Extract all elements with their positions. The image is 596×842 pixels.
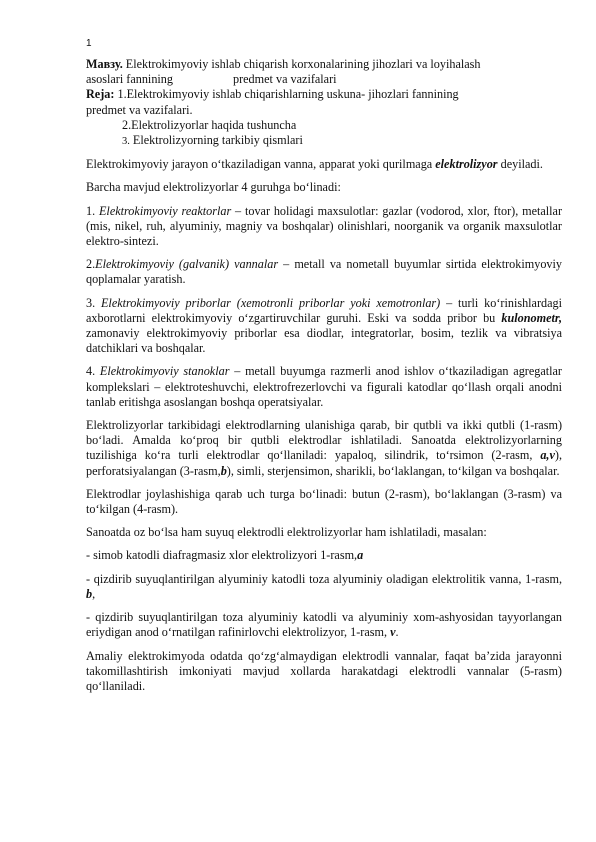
list-item-refining [86, 610, 562, 640]
term-reactors: Elektrokimyoviy reaktorlar [98, 203, 232, 218]
paragraph-group-4 [86, 364, 562, 410]
text-run: , [92, 586, 96, 601]
text-run: 3. [86, 295, 101, 310]
reja-label: Reja: [86, 87, 115, 102]
term-machines: Elektrokimyoviy stanoklar [99, 364, 230, 379]
text-run: 4. [86, 364, 100, 379]
text-run: – metall va nometall buyumlar sirtida elektrokimyoviy qoplamalar yaratish. [86, 257, 562, 287]
plan-item-1-number: 1. [114, 87, 127, 102]
text-run: - qizdirib suyuqlantirilgan alyuminiy katodli toza alyuminiy oladigan elektrolitik vanna, 1-rasm, [86, 571, 562, 586]
topic-line-2b: predmet va vazifalari [233, 72, 337, 87]
term-elektrolizyor: elektrolizyor [435, 157, 498, 172]
figure-ref: b [220, 463, 227, 478]
text-run: 1. [86, 203, 99, 218]
list-item-aluminium-bath [86, 572, 562, 602]
figure-ref: a,v [540, 448, 555, 463]
text-run: - qizdirib suyuqlantirilgan toza alyuminiy katodli va alyuminiy xom-ashyosidan tayyorlangan eriydigan anod oʻrnatilgan rafinirlovchi elektrolizyor, 1-rasm, [86, 610, 562, 640]
text-run: – metall buyumga razmerli anod ishlov oʻtkaziladigan agregatlar komplekslari – elektroteshuvchi, elektrofrezerlovchi va figurali katodlar qoʻllash orqali anodni tanlab eritishga asoslangan boshqa operatsiyalar. [86, 364, 562, 409]
term-devices: Elektrokimyoviy priborlar (xemotronli priborlar yoki xemotronlar) [100, 295, 441, 310]
text-run: 2. [86, 257, 96, 272]
paragraph-group-2 [86, 257, 562, 287]
figure-ref: v [390, 625, 396, 640]
document-body [86, 57, 562, 702]
paragraph-groups-intro: Barcha mavjud elektrolizyorlar 4 guruhga boʻlinadi: [86, 180, 341, 195]
text-run: . [395, 625, 399, 640]
term-galvanic-baths: Elektrokimyoviy (galvanik) vannalar [95, 257, 279, 272]
plan-item-1-line-1: Elektrokimyoviy ishlab chiqarishlarning uskuna- jihozlari fannining [126, 87, 459, 102]
paragraph-definition [86, 157, 562, 172]
text-run: zamonaviy elektrokimyoviy priborlar esa diodlar, integratorlar, bosim, tezlik va vibratsiya datchiklari va boshqalar. [86, 326, 562, 356]
text-run: - simob katodli diafragmasiz xlor elektrolizyori 1-rasm, [86, 548, 358, 563]
paragraph-electrode-placement: Elektrodlar joylashishiga qarab uch turga boʻlinadi: butun (2-rasm), boʻlaklangan (3-rasm) va toʻkilgan (4-rasm). [86, 486, 562, 517]
text-run: – tovar holidagi maxsulotlar: gazlar (vodorod, xlor, ftor), metallar (mis, nikel, ruh, alyuminiy, magniy va boshqalar) olinishlari, noorganik va organik maxsulotlar elektro-sintezi. [86, 203, 563, 249]
text-run: ), perforatsiyalangan (3-rasm, [86, 448, 562, 478]
paragraph-liquid-electrodes: Sanoatda oz boʻlsa ham suyuq elektrodli elektrolizyorlar ham ishlatiladi, masalan: [86, 525, 487, 540]
figure-ref: b [86, 586, 93, 601]
plan-item-2: 2.Elektrolizyorlar haqida tushuncha [122, 117, 297, 132]
paragraph-moving-electrodes: Amaliy elektrokimyoda odatda qoʻzgʻalmaydigan elektrodli vannalar, faqat ba’zida jarayonni takomillashtirish imkoniyati mavjud xollarda harakatdagi elektrodli vannalar (5-rasm) qoʻllaniladi. [86, 648, 562, 693]
plan-section [86, 87, 562, 149]
plan-item-3: Elektrolizyorning tarkibiy qismlari [129, 133, 303, 148]
topic-line-1: Elektrokimyoviy ishlab chiqarish korxonalarining jihozlari va loyihalash [122, 57, 481, 71]
page-number: 1 [86, 38, 92, 49]
text-run: – turli koʻrinishlardagi axborotlarni elektrokimyoviy oʻzgartiruvchilar guruhi. Eski va sodda pribor bu [86, 295, 563, 325]
plan-item-3-number: 3. [122, 136, 130, 148]
figure-ref: a [357, 548, 364, 563]
text-run: Elektrokimyoviy jarayon oʻtkaziladigan vanna, apparat yoki qurilmaga [86, 157, 436, 172]
text-run: Elektrolizyorlar tarkibidagi elektrodlarning ulanishiga qarab, bir qutbli va ikki qutbli (1-rasm) boʻladi. Amalda koʻproq bir qutbli elektrodlar ishlatiladi. Sanoatda elektrolizyorlarning tuzilishiga koʻra turli elektrodlar qoʻllaniladi: yapaloq, silindrik, toʻrsimon (2-rasm, [86, 418, 562, 463]
paragraph-group-1 [86, 204, 562, 250]
plan-item-1-line-2: predmet va vazifalari. [86, 102, 193, 117]
topic-heading [86, 57, 562, 87]
mavzu-label: Мавзу. [86, 57, 123, 71]
topic-line-2a: asoslari fannining [86, 72, 173, 87]
text-run: deyiladi. [497, 157, 543, 172]
paragraph-electrode-types [86, 418, 562, 479]
term-kulonometr: kulonometr, [501, 310, 562, 325]
paragraph-group-3 [86, 296, 562, 357]
text-run: ), simli, sterjensimon, sharikli, boʻlaklangan, toʻkilgan va boshqalar. [226, 463, 560, 478]
list-item-mercury [86, 548, 562, 563]
